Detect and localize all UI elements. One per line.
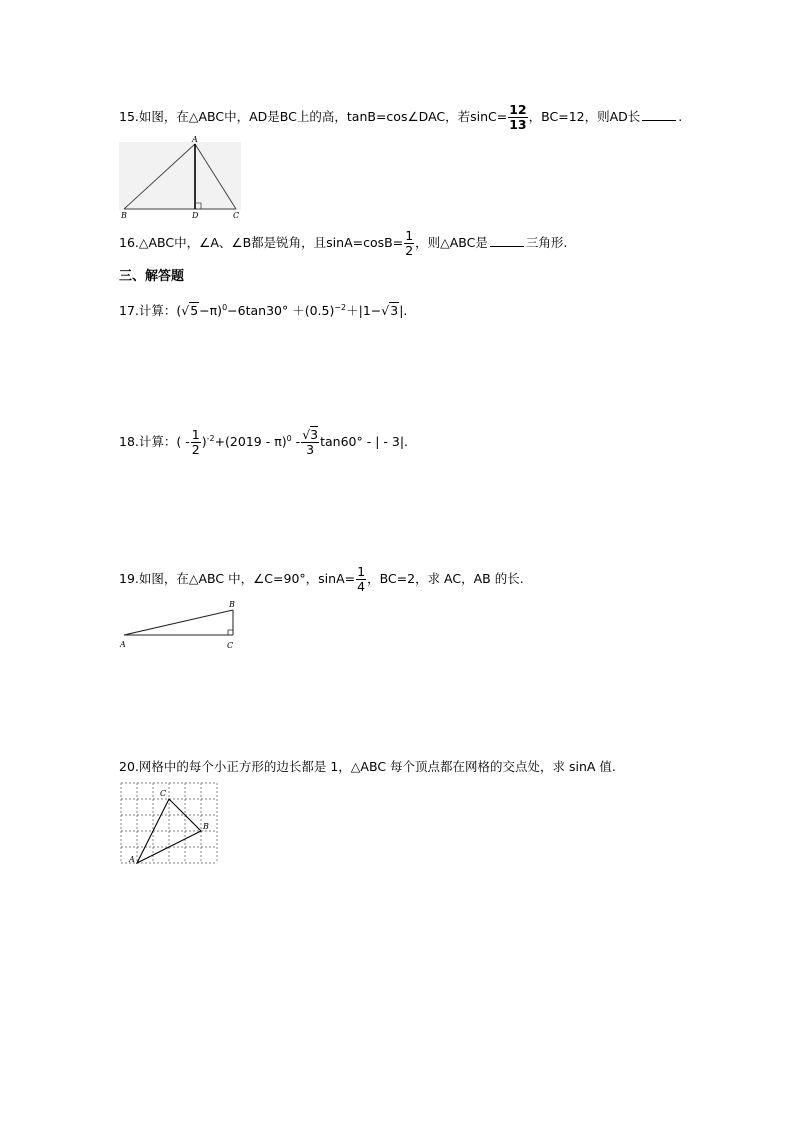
q19-frac-num: 1: [357, 564, 366, 579]
q17-expm2: −2: [334, 303, 347, 312]
q15-fraction: [508, 104, 527, 131]
q18-mid3: tan60° - | - 3|.: [320, 434, 409, 449]
q15-figure-background: [119, 142, 241, 210]
q20-label-b: B: [203, 822, 209, 831]
q15-frac-num: 12: [509, 102, 527, 117]
q18-f2-num: √3: [302, 427, 319, 442]
q15-frac-den: 13: [509, 117, 527, 132]
q15-triangle-figure: [119, 135, 241, 220]
q15-label-b: B: [121, 211, 127, 220]
q17-prefix: 17.计算：(: [119, 303, 182, 318]
q17-mid3: ＋|1−: [346, 303, 382, 318]
q18-fraction-sqrt3: [301, 429, 319, 456]
q19-triangle-figure: [119, 598, 241, 652]
q20-label-a: A: [129, 855, 135, 864]
q16-fraction: [404, 230, 414, 257]
q17-text: [119, 300, 407, 319]
q19-text-b: ，BC=2，求 AC，AB 的长.: [367, 571, 524, 586]
q17-sqrt5-radicand: 5: [190, 303, 199, 318]
q18-f1-num: 1: [191, 427, 200, 442]
q15-text-a: 15.如图，在△ABC中，AD是BC上的高，tanB=cos∠DAC，若sinC=: [119, 109, 508, 124]
q18-mid1: +(2019 - π): [214, 434, 287, 449]
section-heading: 三、解答题: [119, 269, 185, 284]
q18-exp0: 0: [286, 434, 292, 443]
q15-label-d: D: [192, 211, 199, 220]
q18-exp1: -2: [206, 434, 215, 443]
q18-prefix: 18.计算：( -: [119, 434, 190, 449]
q19-side-ab: [124, 610, 233, 635]
q19-text-a: 19.如图，在△ABC 中，∠C=90°，sinA=: [119, 571, 356, 586]
q16-text-c: 三角形.: [525, 235, 568, 250]
q17-exp0: 0: [222, 303, 228, 312]
q19-text: [119, 566, 524, 593]
q17-sqrt3-radicand: 3: [390, 303, 399, 318]
q15-text: [119, 104, 682, 131]
q18-text: 18.计算：( - $\frac{1}{2}$ )$^{-2}$+(2019 - π)$^0$ - $\frac{√3}{3}$ tan60° - | - 3|.: [119, 427, 409, 457]
q16-answer-blank[interactable]: [490, 234, 524, 247]
q19-label-c: C: [227, 641, 234, 650]
q15-label-a: A: [192, 135, 198, 144]
q18-f1-den: 2: [191, 442, 200, 457]
q16-text-b: ，则△ABC是: [415, 235, 488, 250]
q16-text: [119, 230, 567, 257]
q20-grid-figure: [121, 782, 219, 866]
q19-right-angle-mark: [228, 630, 233, 635]
q15-answer-blank[interactable]: [642, 108, 676, 121]
q19-fraction: [356, 566, 366, 593]
q18-mid2: -: [291, 434, 301, 449]
q17-mid2: −6tan30° ＋(0.5): [227, 303, 335, 318]
q17-end: |.: [399, 303, 408, 318]
q18-f2-radicand: 3: [310, 427, 319, 442]
q16-frac-den: 2: [405, 243, 414, 258]
q19-label-a: A: [120, 640, 126, 649]
q19-frac-den: 4: [357, 579, 366, 594]
q16-frac-num: 1: [405, 228, 414, 243]
q18-f2-den: 3: [306, 442, 315, 457]
q18-fraction-half: [191, 429, 201, 456]
q20-label-c: C: [160, 789, 167, 798]
q19-label-b: B: [229, 600, 235, 609]
q17-sqrt5: √5: [181, 303, 199, 318]
q15-end: .: [678, 109, 683, 124]
q17-sqrt3: √3: [381, 303, 399, 318]
q20-text: 20.网格中的每个小正方形的边长都是 1，△ABC 每个顶点都在网格的交点处，求 sinA 值.: [119, 759, 616, 774]
q15-label-c: C: [233, 211, 240, 220]
q15-text-b: ，BC=12，则AD长: [528, 109, 641, 124]
q16-text-a: 16.△ABC中，∠A、∠B都是锐角，且sinA=cosB=: [119, 235, 404, 250]
q17-mid1: −π): [199, 303, 223, 318]
